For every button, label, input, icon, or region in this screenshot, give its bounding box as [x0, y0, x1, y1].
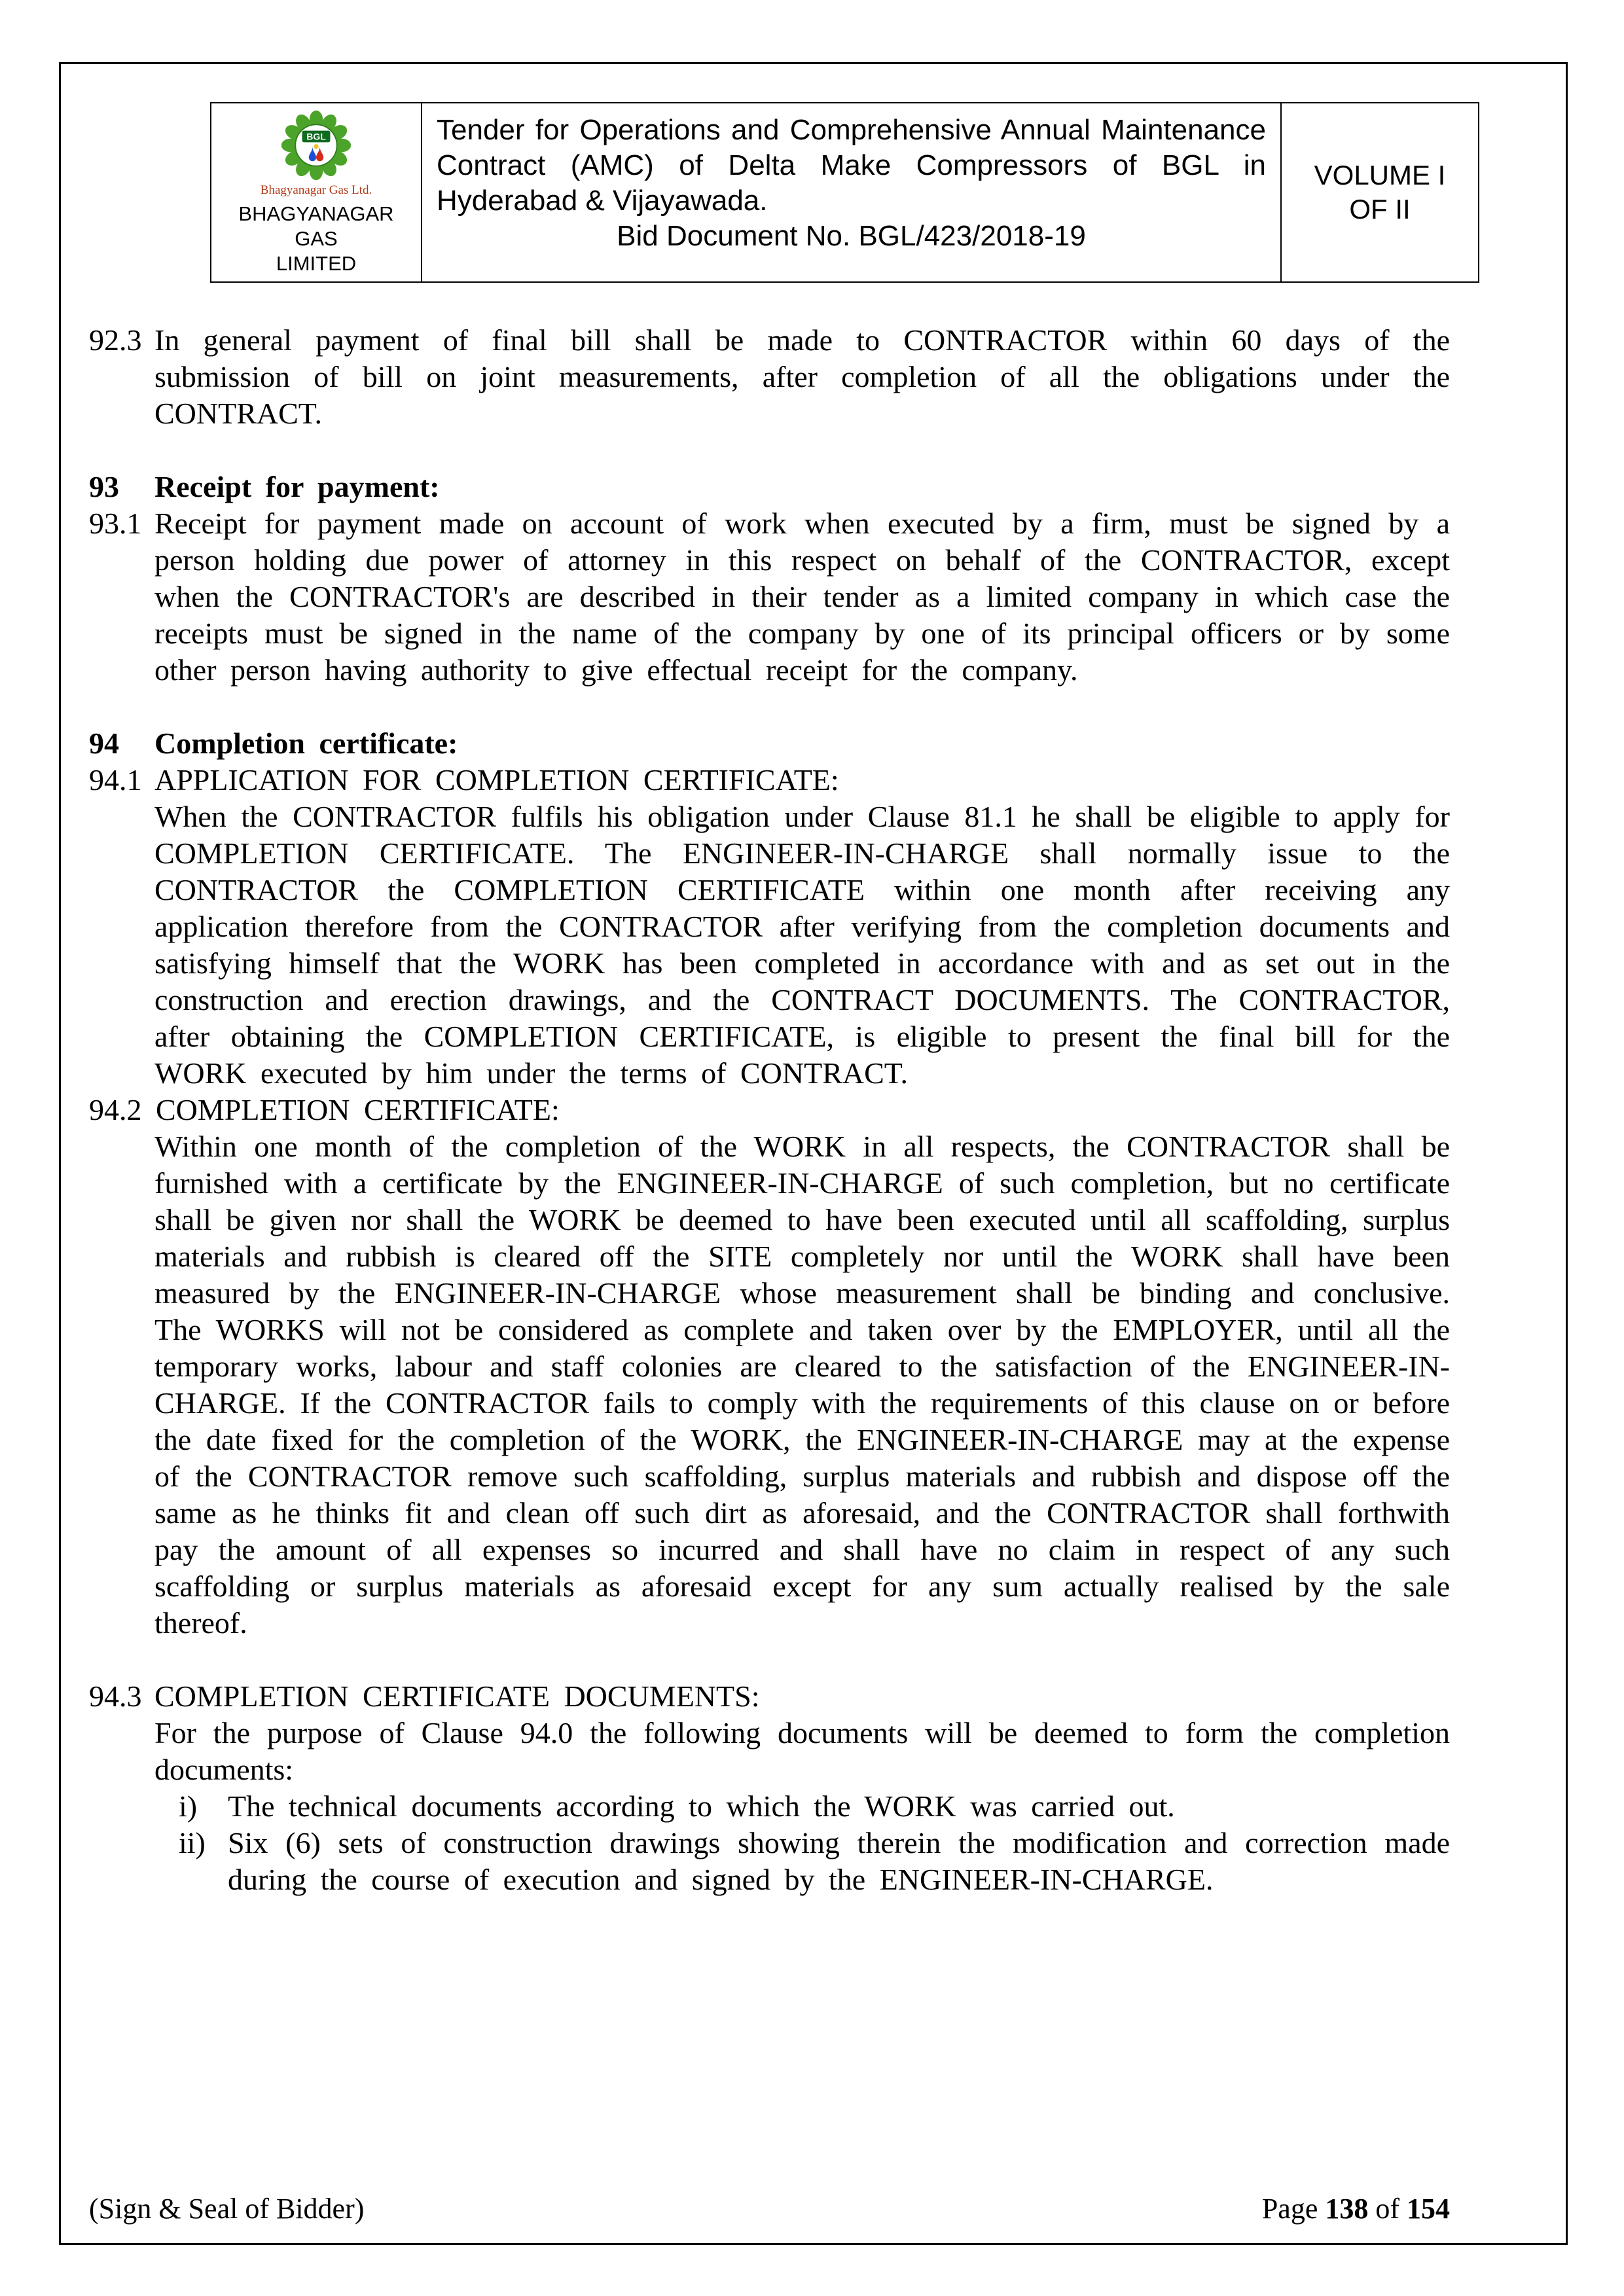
- clause-94-2-text: Within one month of the completion of the WORK in all respects, the CONTRACTOR shall be furnished with a certificate by the ENGINEER-IN-CHARGE of such completion, but no certificate shall be given nor shall the WORK be deemed to have been executed until all scaffolding, surplus materials and rubbish is cleared off the SITE completely nor until the WORK shall have been measured by the ENGINEER-IN-CHARGE whose measurement shall be binding and conclusive. The WORKS will not be considered as complete and taken over by the EMPLOYER, until all the temporary works, labour and staff colonies are cleared to the satisfaction of the ENGINEER-IN-CHARGE. If the CONTRACTOR fails to comply with the requirements of this clause on or before the date fixed for the completion of the WORK, the ENGINEER-IN-CHARGE may at the expense of the CONTRACTOR remove such scaffolding, surplus materials and rubbish and dispose off the same as he thinks fit and clean off such dirt as aforesaid, and the CONTRACTOR shall forthwith pay the amount of all expenses so incurred and shall have no claim in respect of any such scaffolding or surplus materials as aforesaid except for any sum actually realised by the sale thereof.: [154, 1130, 1450, 1640]
- clause-92-3-text: In general payment of final bill shall be made to CONTRACTOR within 60 days of the submission of bill on joint measurements, after completion of all the obligations under the CONTRACT.: [154, 323, 1450, 430]
- of-word: of: [1375, 2193, 1399, 2225]
- paragraph-gap: [89, 1641, 1450, 1678]
- clause-94-3-heading: COMPLETION CERTIFICATE DOCUMENTS:: [154, 1679, 760, 1713]
- clause-93-title: Receipt for payment:: [154, 470, 440, 503]
- clause-94-2-headline: [89, 1092, 1450, 1128]
- clause-94-1: [89, 762, 1450, 1092]
- completion-doc-item-ii: [154, 1825, 1450, 1898]
- clause-94-1-heading: APPLICATION FOR COMPLETION CERTIFICATE:: [154, 763, 839, 797]
- page-number: 138: [1325, 2193, 1369, 2225]
- company-name-line2: LIMITED: [276, 252, 357, 275]
- clause-94-2: [89, 1092, 1450, 1641]
- document-page: [59, 62, 1568, 2245]
- clause-93-1-text: Receipt for payment made on account of work when executed by a firm, must be signed by a person holding due power of attorney in this respect on behalf of the CONTRACTOR, except when the CONTRACTOR's are described in their tender as a limited company in which case the receipts must be signed in the name of the company by one of its principal officers or by some other person having authority to give effectual receipt for the company.: [154, 507, 1450, 687]
- paragraph-gap: [89, 689, 1450, 725]
- page-footer: [89, 2192, 1450, 2226]
- clause-94-3: [89, 1678, 1450, 1898]
- clause-93-1-number: 93.1: [89, 507, 142, 540]
- clause-94-1-text: When the CONTRACTOR fulfils his obligation under Clause 81.1 he shall be eligible to apply for COMPLETION CERTIFICATE. The ENGINEER-IN-CHARGE shall normally issue to the CONTRACTOR the COMPLETION CERTIFICATE within one month after receiving any application therefore from the CONTRACTOR after verifying from the completion documents and satisfying himself that the WORK has been completed in accordance with and as set out in the construction and erection drawings, and the CONTRACT DOCUMENTS. The CONTRACTOR, after obtaining the COMPLETION CERTIFICATE, is eligible to present the final bill for the WORK executed by him under the terms of CONTRACT.: [154, 800, 1450, 1090]
- header-title-cell: [422, 103, 1282, 281]
- bid-document-number: Bid Document No. BGL/423/2018-19: [617, 220, 1086, 252]
- item-i-marker: i): [179, 1789, 198, 1823]
- clause-94-2-heading: COMPLETION CERTIFICATE:: [156, 1093, 560, 1126]
- company-name: [215, 202, 417, 276]
- item-ii-text: Six (6) sets of construction drawings showing therein the modification and correction made during the course of execution and signed by the ENGINEER-IN-CHARGE.: [228, 1826, 1450, 1896]
- tender-title: Tender for Operations and Comprehensive Annual Maintenance Contract (AMC) of Delta Make Compressors of BGL in Hyderabad & Vijayawada.: [437, 114, 1266, 217]
- header-volume-cell: [1282, 103, 1478, 281]
- page-content: [61, 64, 1566, 1898]
- clause-92-3-number: 92.3: [89, 323, 142, 357]
- item-i-text: The technical documents according to which the WORK was carried out.: [228, 1789, 1175, 1823]
- clause-94-2-number: 94.2: [89, 1093, 142, 1126]
- clause-92-3: [89, 322, 1450, 432]
- company-name-line1: BHAGYANAGAR GAS: [238, 202, 394, 250]
- clause-94-number: 94: [89, 726, 119, 760]
- clause-93-1: [89, 505, 1450, 689]
- document-body: [89, 322, 1450, 1898]
- clause-94-3-text: For the purpose of Clause 94.0 the following documents will be deemed to form the completion documents:: [154, 1716, 1450, 1786]
- sign-seal-label: (Sign & Seal of Bidder): [89, 2193, 365, 2225]
- volume-line2: OF II: [1349, 194, 1411, 224]
- volume-line1: VOLUME I: [1314, 160, 1446, 190]
- document-header: [210, 102, 1479, 283]
- page-indicator: [1262, 2192, 1450, 2226]
- bgl-logo-icon: [280, 109, 353, 182]
- logo-caption: Bhagyanagar Gas Ltd.: [260, 183, 372, 197]
- clause-93-heading: [89, 469, 1450, 505]
- clause-94-3-number: 94.3: [89, 1679, 142, 1713]
- clause-94-1-number: 94.1: [89, 763, 142, 797]
- logo-acronym: BGL: [306, 131, 326, 142]
- clause-94-title: Completion certificate:: [154, 726, 458, 760]
- item-ii-marker: ii): [179, 1826, 206, 1859]
- completion-doc-item-i: [154, 1788, 1450, 1825]
- clause-93-number: 93: [89, 470, 119, 503]
- paragraph-gap: [89, 432, 1450, 469]
- page-word: Page: [1261, 2193, 1318, 2225]
- header-logo-cell: [211, 103, 422, 281]
- clause-94-heading: [89, 725, 1450, 762]
- page-total: 154: [1407, 2193, 1450, 2225]
